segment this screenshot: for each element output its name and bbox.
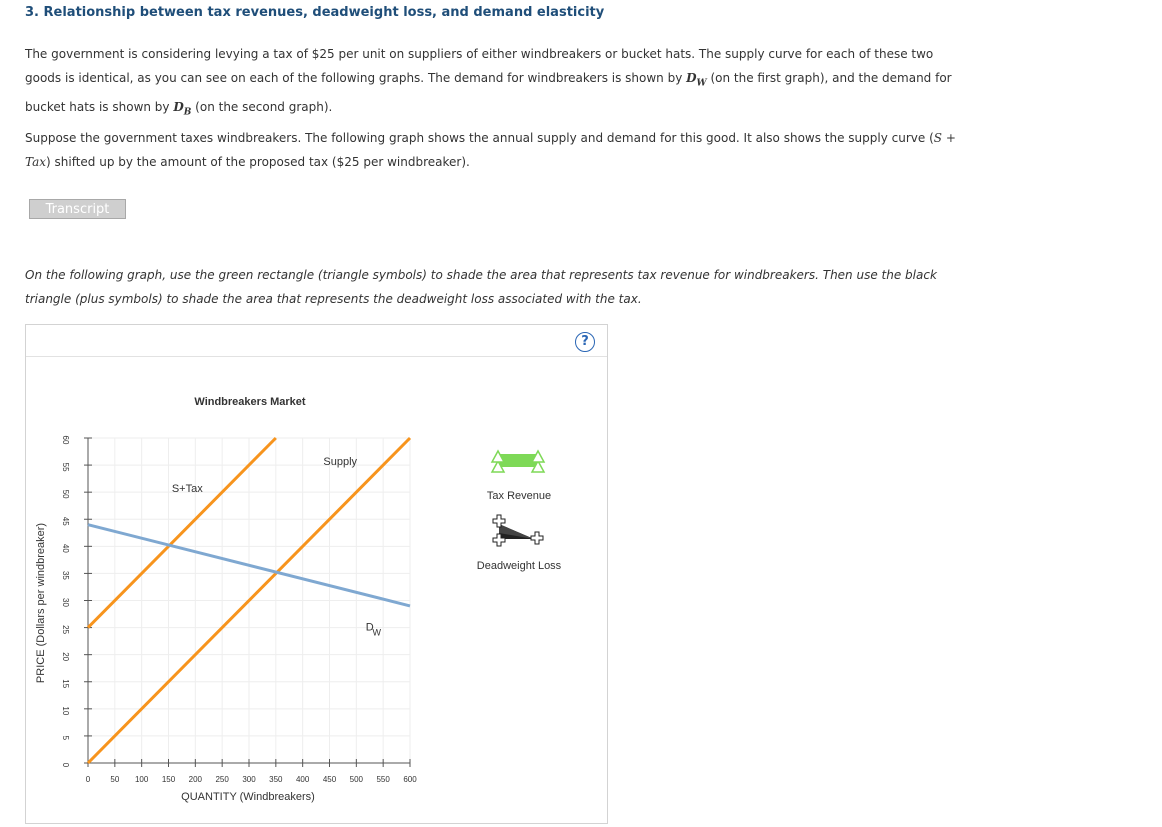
deadweight-loss-tool[interactable] — [493, 515, 543, 546]
x-tick-label: 600 — [403, 775, 417, 784]
x-axis-label: QUANTITY (Windbreakers) — [181, 791, 315, 803]
y-tick-label: 60 — [61, 435, 70, 445]
transcript-button[interactable]: Transcript — [29, 199, 126, 219]
tax-paragraph: Suppose the government taxes windbreakers. The following graph shows the annual supply and demand for this good. It also shows the supply curve (S + Tax) shifted up by the amount of the proposed tax ($25 per windbreaker). — [25, 131, 956, 169]
tax-revenue-label: Tax Revenue — [486, 490, 552, 502]
x-tick-label: 200 — [188, 775, 203, 784]
instructions: On the following graph, use the green rectangle (triangle symbols) to shade the area that represents tax revenue for windbreakers. Then use the black triangle (plus symbols) to shade the area that represents the deadweight loss associated with the tax. — [25, 268, 937, 306]
s-plus-tax-symbol: S + Tax — [25, 131, 956, 169]
supply-curve-label: Supply — [323, 456, 358, 469]
y-tick-label: 50 — [61, 489, 70, 499]
deadweight-loss-label: Deadweight Loss — [476, 560, 562, 572]
x-tick-label: 100 — [134, 775, 149, 784]
demand-curve-label: D — [365, 621, 374, 634]
x-tick-label: 50 — [110, 775, 120, 784]
x-tick-label: 550 — [376, 775, 390, 784]
y-tick-label: 55 — [61, 462, 70, 472]
y-tick-label: 10 — [61, 706, 70, 716]
chart-title: Windbreakers Market — [194, 396, 306, 408]
plus-handle-icon — [531, 532, 543, 544]
x-tick-label: 400 — [295, 775, 310, 784]
y-tick-label: 5 — [61, 735, 70, 741]
tax-revenue-tool[interactable] — [492, 451, 544, 472]
tax-revenue-shape — [500, 454, 537, 467]
y-tick-label: 20 — [61, 652, 70, 662]
graph-panel — [25, 324, 608, 824]
y-tick-label: 30 — [61, 598, 70, 607]
y-tick-label: 25 — [61, 625, 70, 635]
x-tick-label: 450 — [322, 775, 337, 784]
demand-curve-label-subscript: W — [372, 627, 381, 638]
x-tick-label: 250 — [215, 775, 229, 784]
help-icon[interactable]: ? — [575, 332, 595, 352]
dw-symbol: $D_W$ — [686, 71, 707, 89]
supply-plus-tax-curve-label: S+Tax — [171, 483, 203, 496]
y-tick-label: 40 — [61, 543, 70, 553]
x-tick-label: 350 — [269, 775, 283, 784]
intro-paragraph: The government is considering levying a tax of $25 per unit on suppliers of either windbreakers or bucket hats. The supply curve for each of these two goods is identical, as you can see on each of the following graphs. The demand for windbreakers is shown by $D_W$ (on the first graph), and the demand for bucket hats is shown by $D_B$ (on the second graph). — [25, 47, 952, 118]
x-tick-label: 300 — [242, 775, 256, 784]
panel-header — [26, 325, 607, 357]
x-tick-label: 0 — [85, 775, 91, 784]
y-tick-label: 0 — [61, 762, 70, 768]
y-tick-label: 45 — [61, 516, 70, 526]
db-symbol: $D_B$ — [173, 100, 192, 118]
windbreakers-chart — [26, 357, 607, 827]
y-axis-label: PRICE (Dollars per windbreaker) — [35, 522, 47, 684]
plus-handle-icon — [493, 515, 505, 527]
x-tick-label: 150 — [161, 775, 176, 784]
question-heading: 3. Relationship between tax revenues, deadweight loss, and demand elasticity — [25, 5, 605, 20]
y-tick-label: 35 — [61, 570, 70, 580]
x-tick-label: 500 — [349, 775, 364, 784]
y-tick-label: 15 — [61, 679, 70, 689]
